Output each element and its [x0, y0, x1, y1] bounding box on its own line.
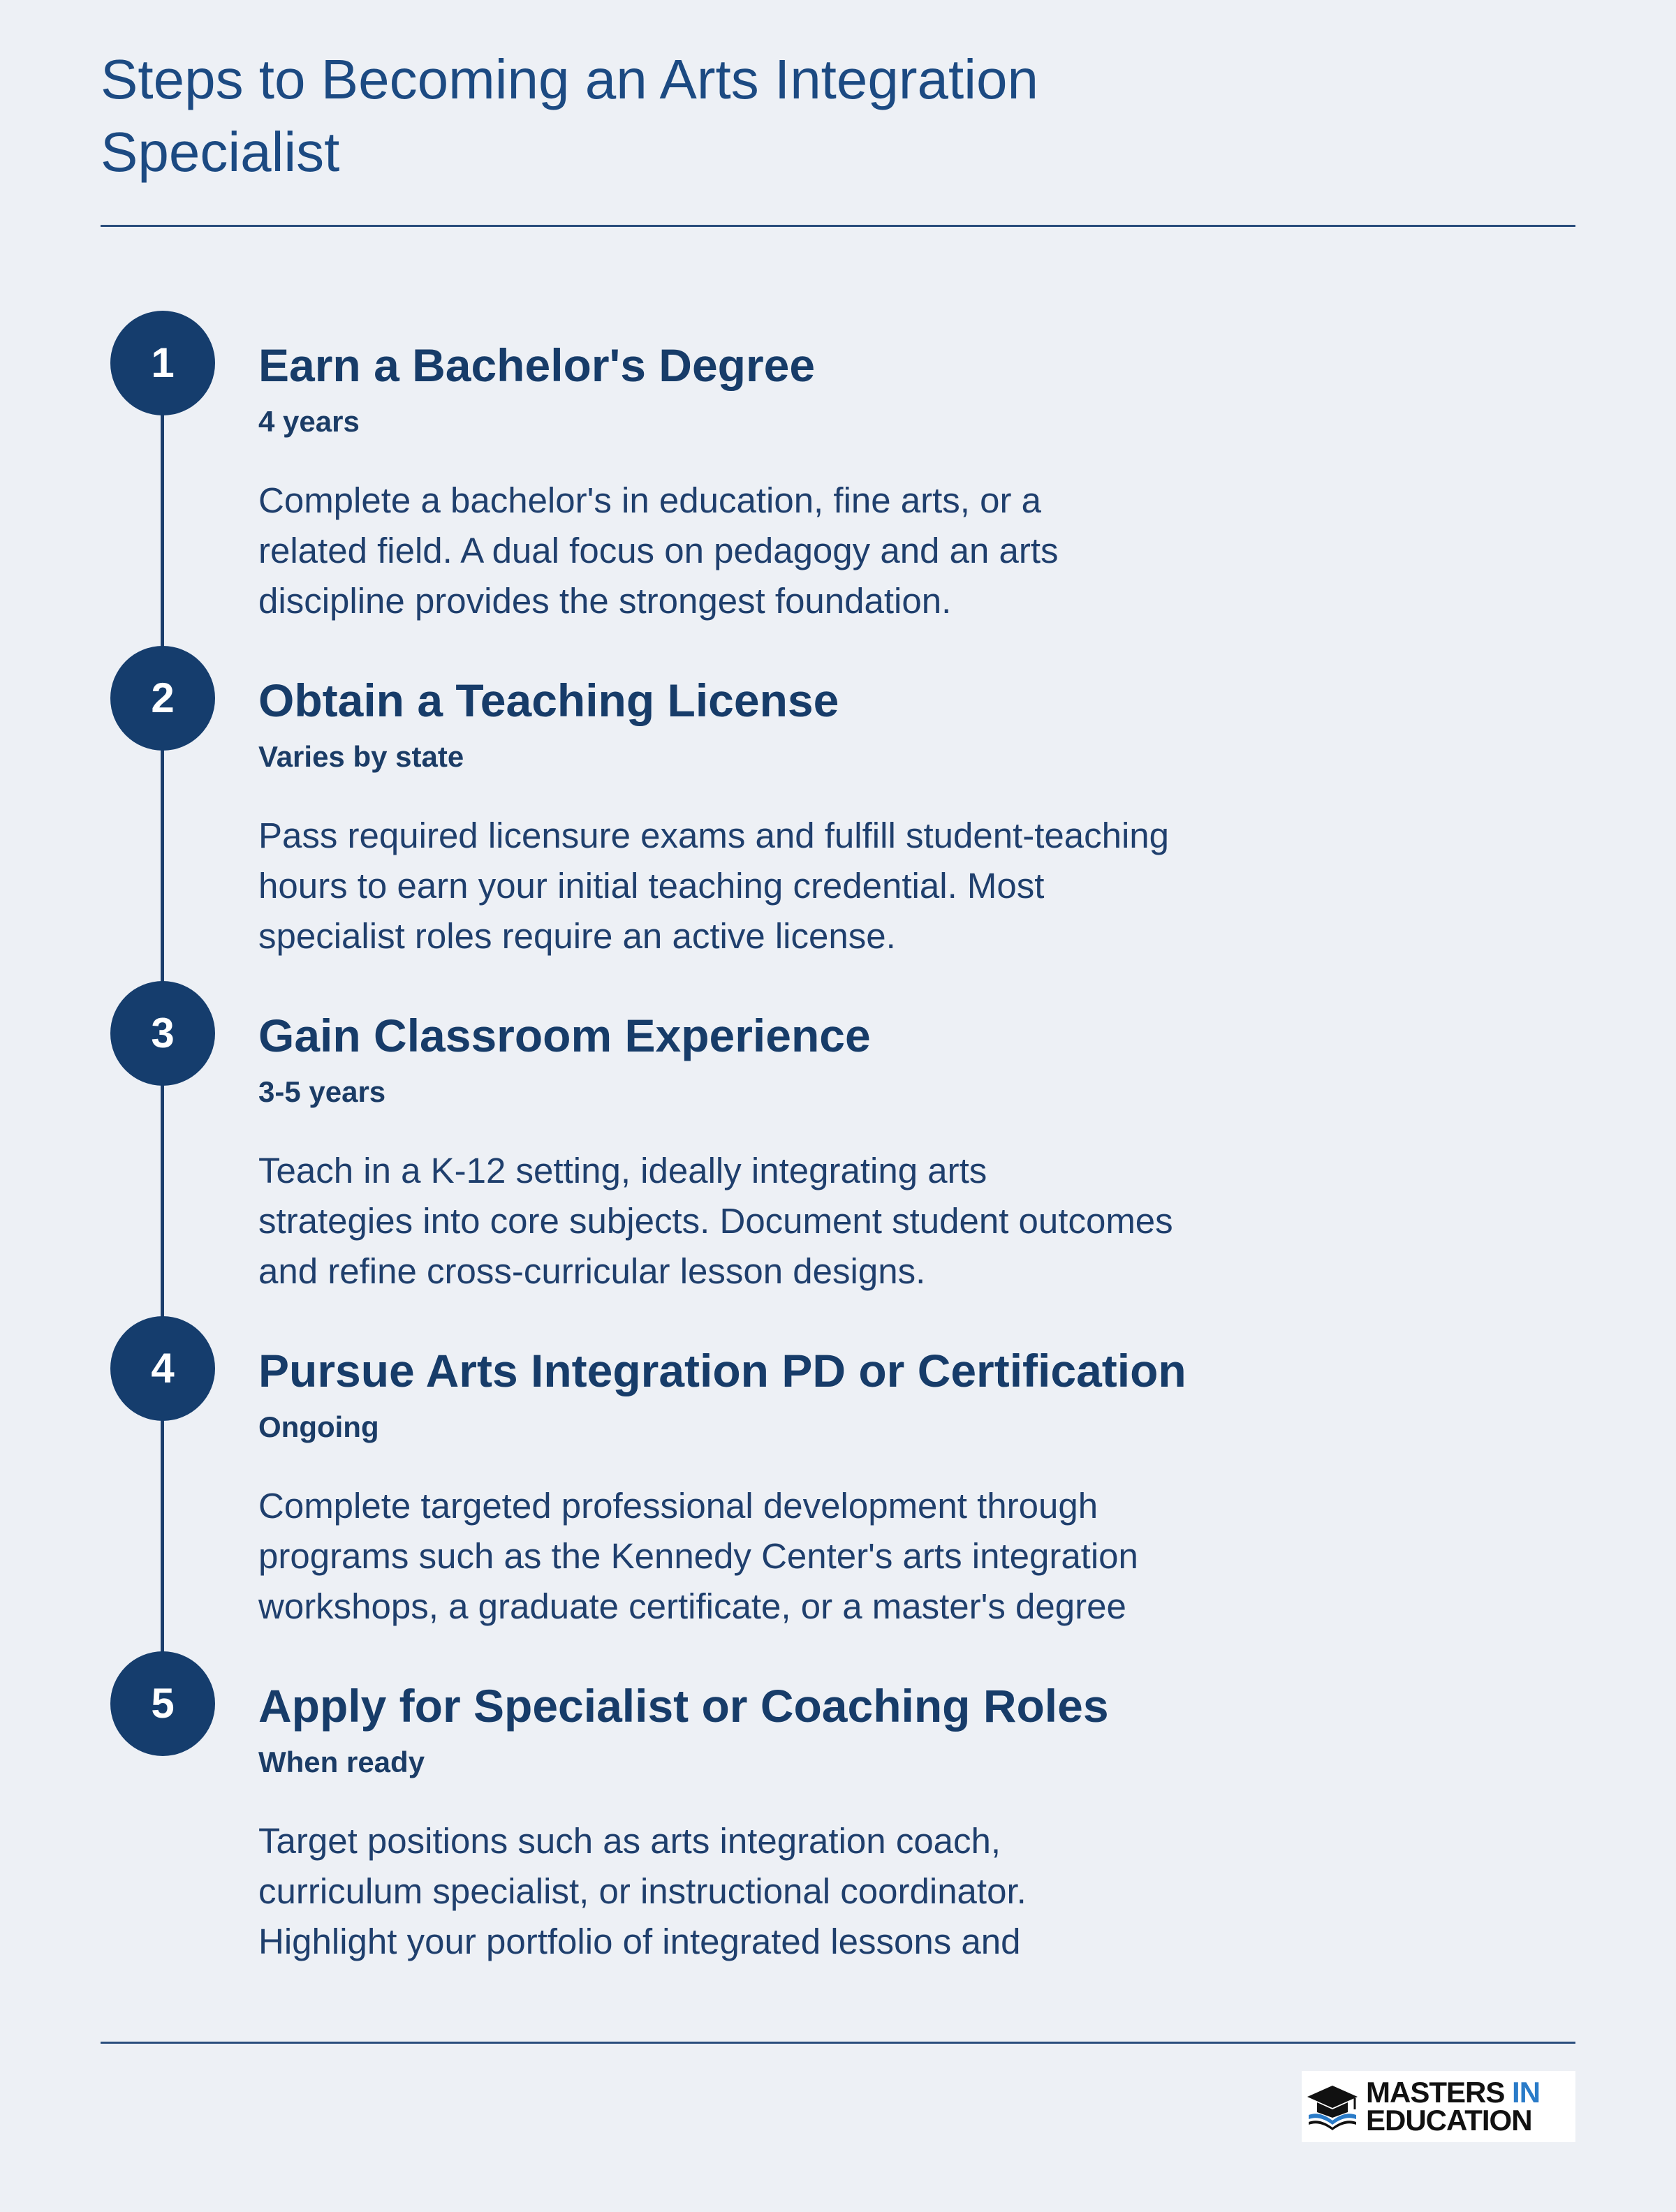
step-description-line: Complete a bachelor's in education, fine arts, or a — [258, 480, 1042, 520]
step-duration: Varies by state — [258, 740, 464, 773]
step-number-badge: 5 — [110, 1651, 215, 1756]
step-description-line: workshops, a graduate certificate, or a master's degree — [258, 1586, 1126, 1626]
step-description-line: strategies into core subjects. Document student outcomes — [258, 1201, 1173, 1241]
step-number-badge: 3 — [110, 981, 215, 1086]
step-description-line: Highlight your portfolio of integrated lessons and — [258, 1922, 1021, 1961]
step-duration: 3-5 years — [258, 1075, 386, 1108]
step-description-line: Pass required licensure exams and fulfill student-teaching — [258, 816, 1170, 855]
step-description — [258, 475, 1306, 626]
step-description-line: specialist roles require an active license. — [258, 916, 896, 956]
step-title: Obtain a Teaching License — [258, 674, 839, 726]
footer-divider — [101, 2042, 1575, 2044]
step-description-line: curriculum specialist, or instructional coordinator. — [258, 1871, 1027, 1911]
step-number-badge: 4 — [110, 1316, 215, 1421]
step-description-line: programs such as the Kennedy Center's arts integration — [258, 1536, 1138, 1576]
masters-in-education-logo — [1302, 2071, 1575, 2142]
step-description-line: hours to earn your initial teaching credential. Most — [258, 866, 1045, 906]
step-description — [258, 1816, 1306, 1967]
step-number-badge: 2 — [110, 646, 215, 751]
step-duration: 4 years — [258, 405, 360, 438]
step-description — [258, 811, 1306, 961]
logo-wordmark — [1366, 2076, 1541, 2137]
step-title: Earn a Bachelor's Degree — [258, 339, 816, 391]
logo-line-1 — [1366, 2076, 1541, 2109]
step-title: Apply for Specialist or Coaching Roles — [258, 1680, 1109, 1732]
step-description-line: and refine cross-curricular lesson designs. — [258, 1251, 926, 1291]
logo-word-in: IN — [1512, 2076, 1541, 2109]
logo-word-masters: MASTERS — [1366, 2076, 1505, 2109]
step-description — [258, 1481, 1306, 1632]
step-duration: When ready — [258, 1746, 425, 1778]
step-title: Pursue Arts Integration PD or Certification — [258, 1345, 1186, 1396]
step-title: Gain Classroom Experience — [258, 1010, 871, 1061]
step-description-line: Complete targeted professional development through — [258, 1486, 1098, 1526]
step-description-line: related field. A dual focus on pedagogy and an arts — [258, 531, 1059, 570]
step-description-line: Target positions such as arts integration coach, — [258, 1821, 1001, 1861]
step-description — [258, 1146, 1306, 1297]
page-title: Steps to Becoming an Arts Integration Specialist — [101, 48, 1039, 183]
step-description-line: discipline provides the strongest foundation. — [258, 581, 952, 621]
step-duration: Ongoing — [258, 1410, 379, 1443]
step-description-line: Teach in a K-12 setting, ideally integrating arts — [258, 1151, 987, 1190]
step-number-badge: 1 — [110, 311, 215, 415]
logo-word-education: EDUCATION — [1366, 2104, 1532, 2137]
header-divider — [101, 225, 1575, 227]
graduation-cap-book-icon — [1304, 2079, 1360, 2134]
